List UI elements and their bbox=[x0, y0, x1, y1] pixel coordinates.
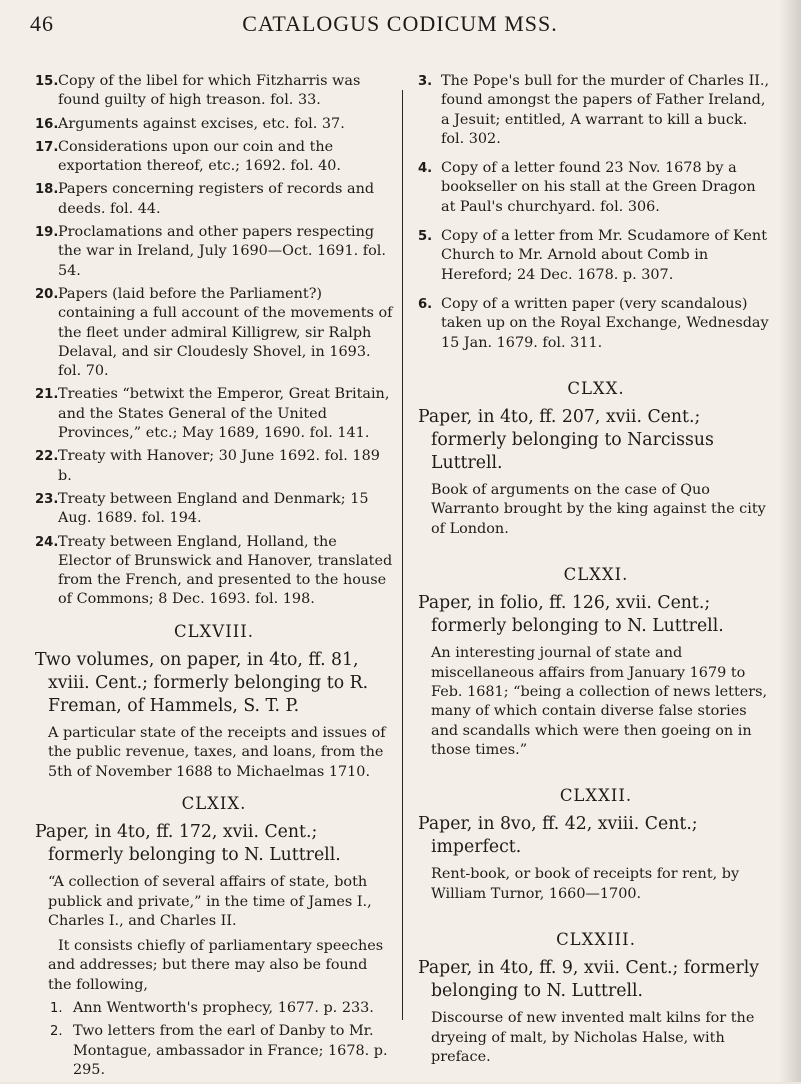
list-item: 4. Copy of a letter found 23 Nov. 1678 by a bookseller on his stall at the Green Dragon at Paul's churchyard. fol. 306. bbox=[418, 160, 756, 215]
column-divider bbox=[402, 90, 403, 1020]
section-body: Book of arguments on the case of Quo Warranto brought by the king against the city of London. bbox=[431, 482, 766, 537]
list-item: 18. Papers concerning registers of records and deeds. fol. 44. bbox=[35, 181, 375, 217]
list-item: 20. Papers (laid before the Parliament?) containing a full account of the movements of the fleet under admiral Killigrew, sir Ralph Delaval, and sir Cloudesly Shovel, in 1693. fol. 70. bbox=[35, 285, 393, 380]
list-item: 21. Treaties “betwixt the Emperor, Great Britain, and the States General of the United Provinces,” etc.; May 1689, 1690. fol. 141. bbox=[35, 386, 390, 442]
list-item: 17. Considerations upon our coin and the exportation thereof, etc.; 1692. fol. 40. bbox=[35, 138, 341, 175]
list-item: 6. Copy of a written paper (very scandalous) taken up on the Royal Exchange, Wednesday 15 Jan. 1679. fol. 311. bbox=[418, 295, 769, 351]
section-body: Discourse of new invented malt kilns for the dryeing of malt, by Nicholas Halse, with preface. bbox=[431, 1010, 755, 1065]
list-item: 24. Treaty between England, Holland, the Elector of Brunswick and Hanover, translated from the French, and presented to the house of Commons; 8 Dec. 1693. fol. 198. bbox=[35, 533, 393, 608]
list-item: 5. Copy of a letter from Mr. Scudamore of Kent Church to Mr. Arnold about Comb in Hereford; 24 Dec. 1678. p. 307. bbox=[418, 228, 767, 283]
section-description: Paper, in 4to, ff. 172, xvii. Cent.; formerly belonging to N. Luttrell. bbox=[35, 822, 341, 866]
section-description: Paper, in 8vo, ff. 42, xviii. Cent.; imperfect. bbox=[418, 814, 698, 858]
list-item: 2. Two letters from the earl of Danby to Mr. Montague, ambassador in France; 1678. p. 295. bbox=[50, 1023, 388, 1078]
section-description: Two volumes, on paper, in 4to, ff. 81, xviii. Cent.; formerly belonging to R. Freman, of Hammels, S. T. P. bbox=[35, 650, 369, 717]
section-heading-clxx: CLXX. bbox=[567, 378, 625, 398]
list-item: 19. Proclamations and other papers respecting the war in Ireland, July 1690—Oct. 1691. fol. 54. bbox=[35, 224, 386, 279]
list-item: 22. Treaty with Hanover; 30 June 1692. fol. 189 b. bbox=[35, 448, 380, 484]
section-description: Paper, in folio, ff. 126, xvii. Cent.; formerly belonging to N. Luttrell. bbox=[418, 593, 724, 637]
section-heading-clxxii: CLXXII. bbox=[559, 786, 633, 806]
section-body: “A collection of several affairs of state, both publick and private,” in the time of James I., Charles I., and Charles II. bbox=[48, 874, 372, 929]
section-body: An interesting journal of state and miscellaneous affairs from January 1679 to Feb. 1681; “being a collection of news letters, many of which contain diverse false stories and scandalls which were then goeing on in those times.” bbox=[431, 645, 768, 758]
section-paragraph: It consists chiefly of parliamentary speeches and addresses; but there may also be found the following, bbox=[48, 938, 384, 993]
left-column bbox=[35, 72, 393, 1084]
section-description: Paper, in 4to, ff. 9, xvii. Cent.; formerly belonging to N. Luttrell. bbox=[418, 958, 760, 1002]
running-title: CATALOGUS CODICUM MSS. bbox=[242, 11, 558, 36]
list-item: 16. Arguments against excises, etc. fol. 37. bbox=[35, 115, 345, 132]
right-column bbox=[418, 72, 774, 1073]
list-item: 15. Copy of the libel for which Fitzharris was found guilty of high treason. fol. 33. bbox=[35, 73, 361, 109]
page-number: 46 bbox=[30, 11, 54, 36]
section-heading-clxxiii: CLXXIII. bbox=[556, 930, 636, 950]
section-heading-clxix: CLXIX. bbox=[181, 793, 247, 813]
section-description: Paper, in 4to, ff. 207, xvii. Cent.; formerly belonging to Narcissus Luttrell. bbox=[418, 407, 714, 474]
section-body: A particular state of the receipts and issues of the public revenue, taxes, and loans, from the 5th of November 1688 to Michaelmas 1710. bbox=[48, 725, 386, 780]
page-header bbox=[30, 7, 770, 37]
section-heading-clxxi: CLXXI. bbox=[563, 565, 629, 585]
page-edge-shadow bbox=[779, 0, 801, 1082]
list-item: 3. The Pope's bull for the murder of Charles II., found amongst the papers of Father Ireland, a Jesuit; entitled, A warrant to kill a buck. fol. 302. bbox=[418, 73, 770, 147]
list-item: 1. Ann Wentworth's prophecy, 1677. p. 233. bbox=[50, 999, 374, 1016]
list-item: 23. Treaty between England and Denmark; 15 Aug. 1689. fol. 194. bbox=[35, 490, 369, 527]
section-body: Rent-book, or book of receipts for rent, by William Turnor, 1660—1700. bbox=[431, 866, 740, 902]
section-heading-clxviii: CLXVIII. bbox=[173, 621, 255, 641]
